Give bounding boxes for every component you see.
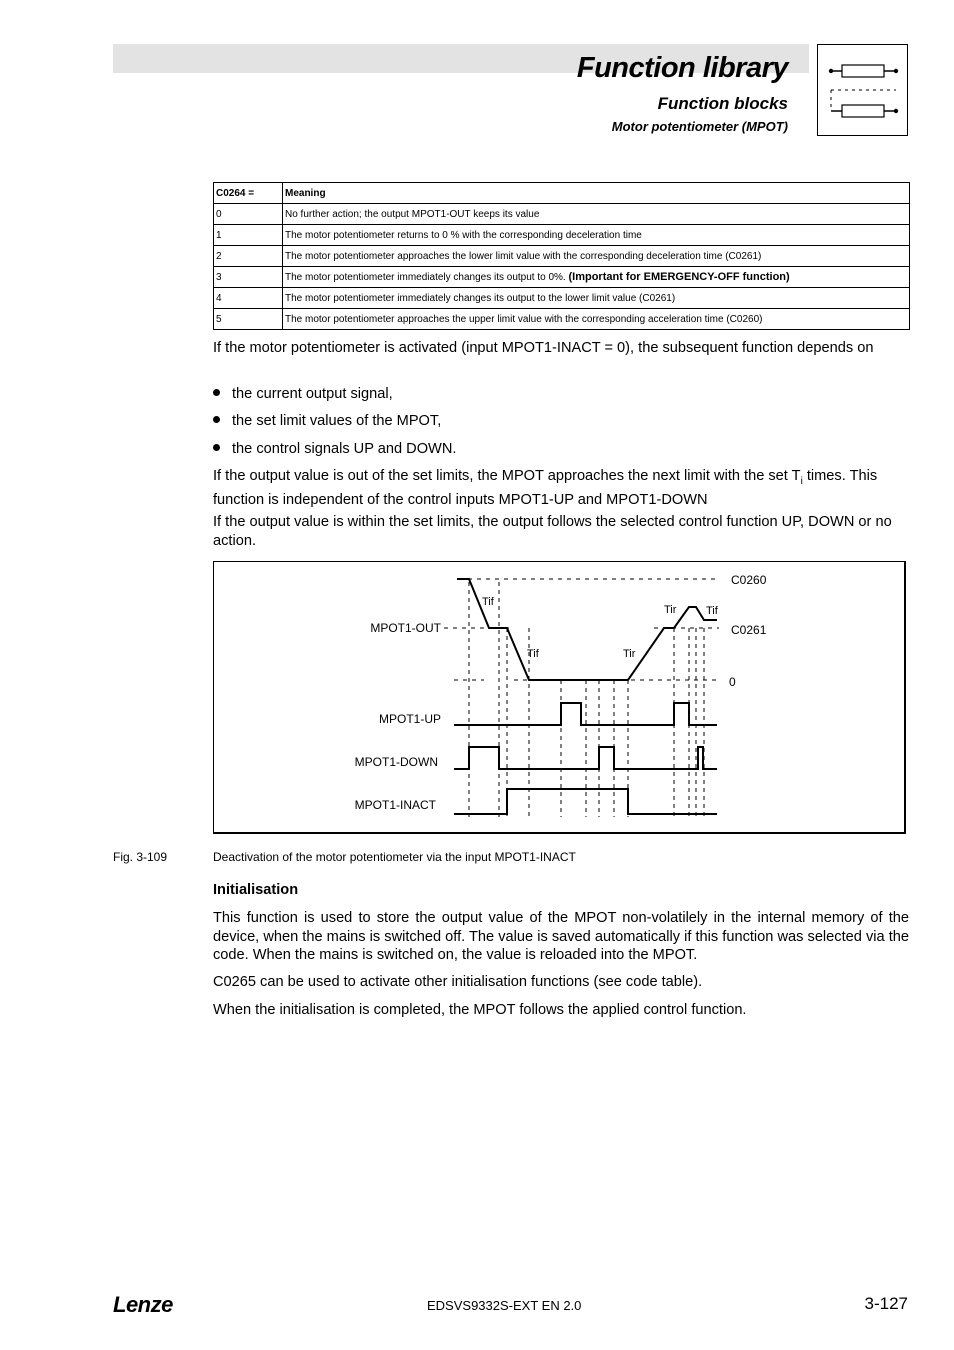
- table-cell-code: 0: [214, 204, 283, 225]
- document-id: EDSVS9332S-EXT EN 2.0: [427, 1298, 582, 1313]
- level-label-zero: 0: [729, 675, 736, 689]
- time-label-tir: Tir: [664, 604, 677, 616]
- signal-label-mpot1-out: MPOT1-OUT: [370, 621, 441, 635]
- function-block-icon: [817, 44, 908, 136]
- bullet-item: the control signals UP and DOWN.: [213, 440, 456, 458]
- page-number: 3-127: [864, 1294, 908, 1313]
- bullet-icon: [213, 416, 220, 423]
- table-cell-code: 2: [214, 246, 283, 267]
- paragraph-limits: If the output value is out of the set limits, the MPOT approaches the next limit with the set $T_i$ times. This function is independent of the control inputs MPOT1-UP and MPOT1-DOWN: [213, 468, 878, 509]
- table-row: [214, 225, 910, 246]
- table-cell-code: 5: [214, 309, 283, 330]
- time-markers: [469, 582, 704, 817]
- function-block-icon-graphic: [818, 45, 907, 135]
- bullet-item: the set limit values of the MPOT,: [213, 412, 441, 430]
- table-row: [214, 204, 910, 225]
- figure-number: Fig. 3-109: [113, 850, 168, 864]
- table-header-meaning: Meaning: [283, 183, 910, 204]
- page-subtitle: Function blocks: [657, 94, 788, 113]
- figure-caption: Deactivation of the motor potentiometer via the input MPOT1-INACT: [213, 850, 576, 864]
- table-row: [214, 267, 910, 288]
- level-label-c0260: C0260: [731, 573, 767, 587]
- time-label-tif: Tif: [706, 605, 718, 617]
- table-cell-meaning: The motor potentiometer returns to 0 % with the corresponding deceleration time: [283, 225, 910, 246]
- table-cell-meaning: The motor potentiometer immediately changes its output to the lower limit value (C0261): [283, 288, 910, 309]
- mpot1-out-waveform: [457, 579, 717, 680]
- table-cell-meaning: No further action; the output MPOT1-OUT keeps its value: [283, 204, 910, 225]
- timing-diagram-svg: [214, 562, 905, 832]
- signal-label-mpot1-down: MPOT1-DOWN: [354, 755, 438, 769]
- bullet-icon: [213, 444, 220, 451]
- paragraph-init-2: C0265 can be used to activate other initialisation functions (see code table).: [213, 974, 703, 990]
- table-row: [214, 288, 910, 309]
- table-cell-code: 4: [214, 288, 283, 309]
- table-row: [214, 246, 910, 267]
- table-cell-code: 3: [214, 267, 283, 288]
- table-row: [214, 309, 910, 330]
- table-cell-code: 1: [214, 225, 283, 246]
- timing-diagram: [213, 561, 906, 834]
- paragraph-within-limits: If the output value is within the set limits, the output follows the selected control function UP, DOWN or no action.: [213, 514, 892, 549]
- time-label-tif: Tif: [482, 596, 494, 608]
- table-header-code: C0264 =: [214, 183, 283, 204]
- section-heading-initialisation: Initialisation: [213, 882, 299, 898]
- mpot1-down-waveform: [454, 747, 717, 769]
- bullet-item: the current output signal,: [213, 385, 393, 403]
- paragraph-init-3: When the initialisation is completed, the MPOT follows the applied control function.: [213, 1002, 747, 1018]
- level-label-c0261: C0261: [731, 623, 767, 637]
- signal-label-mpot1-inact: MPOT1-INACT: [354, 798, 436, 812]
- emphasis-text: (Important for EMERGENCY-OFF function): [568, 271, 790, 283]
- code-table: [213, 182, 910, 330]
- table-cell-meaning: The motor potentiometer immediately changes its output to 0%. (Important for EMERGENCY-OFF function): [283, 267, 910, 288]
- time-label-tir: Tir: [623, 648, 636, 660]
- page-title: Function library: [576, 52, 788, 84]
- section-title: Motor potentiometer (MPOT): [611, 119, 788, 134]
- paragraph-init-1: This function is used to store the output value of the MPOT non-volatilely in the internal memory of the device, when the mains is switched off. The value is saved automatically if this function was selected via the code. When the mains is switched on, the value is reloaded into the MPOT.: [213, 910, 909, 963]
- table-cell-meaning: The motor potentiometer approaches the lower limit value with the corresponding deceleration time (C0261): [283, 246, 910, 267]
- time-label-tif: Tif: [527, 648, 539, 660]
- paragraph-intro: If the motor potentiometer is activated (input MPOT1-INACT = 0), the subsequent function depends on: [213, 340, 874, 356]
- table-header-row: [214, 183, 910, 204]
- lenze-logo: Lenze: [113, 1292, 173, 1317]
- bullet-icon: [213, 389, 220, 396]
- signal-label-mpot1-up: MPOT1-UP: [378, 712, 441, 726]
- table-cell-meaning: The motor potentiometer approaches the upper limit value with the corresponding acceleration time (C0260): [283, 309, 910, 330]
